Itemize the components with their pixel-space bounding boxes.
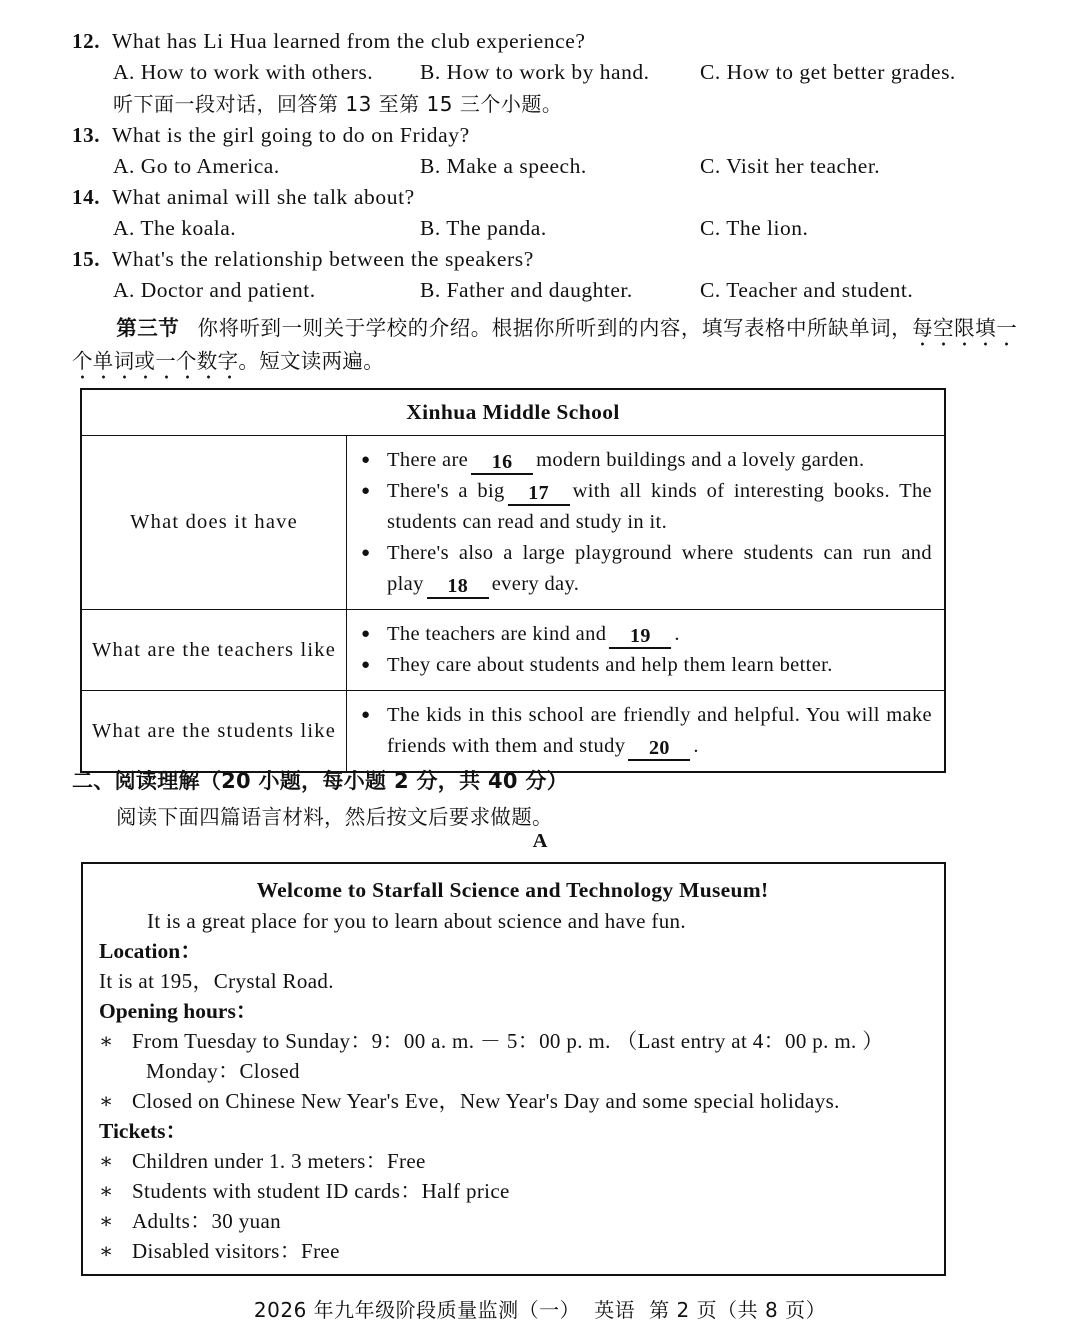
question-12-options (72, 57, 1012, 88)
list-item-text: Closed on Chinese New Year's Eve，New Year's Day and some special holidays. (132, 1089, 840, 1113)
text-before-blank: There are (387, 449, 469, 471)
answer-blank-19[interactable]: 19 (609, 625, 671, 649)
text-after-blank: modern buildings and a lovely garden. (536, 449, 865, 471)
footer-exam-name: 2026 年九年级阶段质量监测（一） (253, 1298, 581, 1322)
passage-a-box (81, 862, 946, 1276)
list-item (99, 1176, 926, 1206)
list-item-text: Children under 1. 3 meters：Free (132, 1149, 426, 1173)
text-before-blank: The teachers are kind and (387, 623, 607, 645)
table-row-answers (347, 610, 944, 690)
list-item (99, 1026, 926, 1056)
option-a[interactable]: A. Go to America. (113, 154, 280, 178)
text-after-blank: with all kinds of interesting books. The students can read and study in it. (387, 480, 932, 533)
text-after-blank: . (674, 623, 680, 645)
answer-blank-18[interactable]: 18 (427, 575, 489, 599)
question-number: 13. (72, 123, 101, 147)
question-12 (72, 26, 1012, 57)
passage-title: Welcome to Starfall Science and Technology Museum! (256, 878, 769, 902)
list-item-text: Adults：30 yuan (132, 1209, 281, 1233)
bullet-icon: ● (361, 657, 371, 673)
footer-page-number: 第 2 页（共 8 页） (649, 1298, 827, 1322)
bullet-icon: ● (361, 545, 371, 561)
question-text: What has Li Hua learned from the club experience? (112, 29, 586, 53)
answer-blank-16[interactable]: 16 (471, 451, 533, 475)
option-c[interactable]: C. Teacher and student. (700, 278, 914, 302)
table-row (82, 436, 944, 610)
asterisk-icon: ∗ (99, 1029, 114, 1053)
question-14-options (72, 213, 1012, 244)
list-item (361, 700, 932, 762)
list-item (99, 1146, 926, 1176)
list-item (99, 1086, 926, 1116)
answer-blank-17[interactable]: 17 (508, 482, 570, 506)
option-a[interactable]: A. How to work with others. (113, 60, 374, 84)
table-title: Xinhua Middle School (82, 390, 944, 436)
question-15 (72, 244, 1012, 275)
bullet-icon: ● (361, 707, 371, 723)
text-before-blank: The kids in this school are friendly and helpful. You will make friends with them and study (387, 704, 932, 757)
option-a[interactable]: A. The koala. (113, 216, 237, 240)
reading-section-heading: 二、阅读理解（20 小题，每小题 2 分，共 40 分） (72, 769, 569, 793)
bullet-icon: ● (361, 483, 371, 499)
text-after-blank: . (693, 735, 699, 757)
list-item (361, 619, 932, 650)
option-b[interactable]: B. Father and daughter. (420, 278, 633, 302)
tickets-heading: Tickets： (99, 1119, 187, 1143)
section-label: 第三节 (116, 316, 180, 340)
asterisk-icon: ∗ (99, 1209, 114, 1233)
bullet-icon: ● (361, 626, 371, 642)
page-footer (0, 1294, 1080, 1323)
section-three-instruction (72, 312, 1017, 378)
question-15-options (72, 275, 1012, 306)
option-c[interactable]: C. The lion. (700, 216, 809, 240)
option-b[interactable]: B. Make a speech. (420, 154, 587, 178)
question-number: 14. (72, 185, 101, 209)
table-row-question: What does it have (82, 436, 347, 609)
list-item (99, 1236, 926, 1266)
option-c[interactable]: C. How to get better grades. (700, 60, 956, 84)
question-number: 15. (72, 247, 101, 271)
list-item-text (387, 445, 932, 476)
list-item-text: Students with student ID cards：Half price (132, 1179, 510, 1203)
table-row-question: What are the teachers like (82, 610, 347, 690)
question-number: 12. (72, 29, 101, 53)
question-text: What is the girl going to do on Friday? (112, 123, 470, 147)
list-item-text: Disabled visitors：Free (132, 1239, 340, 1263)
section-instruction-tail: 。短文读两遍。 (238, 349, 385, 373)
asterisk-icon: ∗ (99, 1179, 114, 1203)
reading-section-instruction (72, 800, 1017, 830)
list-item-text (387, 700, 932, 762)
question-text: What animal will she talk about? (112, 185, 415, 209)
footer-subject: 英语 (594, 1298, 636, 1322)
list-item-text: From Tuesday to Sunday：9：00 a. m. － 5：00 p. m. （Last entry at 4：00 p. m. ） (132, 1029, 884, 1053)
location-heading: Location： (99, 939, 202, 963)
option-b[interactable]: B. The panda. (420, 216, 547, 240)
list-item (361, 445, 932, 476)
reading-instruction-text: 阅读下面四篇语言材料，然后按文后要求做题。 (116, 805, 553, 829)
text-before-blank: There's a big (387, 480, 505, 502)
listening-questions (72, 26, 1012, 306)
answer-blank-20[interactable]: 20 (628, 737, 690, 761)
question-13 (72, 120, 1012, 151)
list-item (361, 538, 932, 600)
bullet-icon: ● (361, 452, 371, 468)
text-before-blank: There's also a large playground where students can run and play (387, 542, 932, 595)
question-14 (72, 182, 1012, 213)
dialogue-instruction: 听下面一段对话，回答第 13 至第 15 三个小题。 (113, 92, 563, 116)
section-instruction-emphasis: 每空限填一个单词或一个数字 (72, 316, 1017, 380)
table-row-question: What are the students like (82, 691, 347, 771)
asterisk-icon: ∗ (99, 1239, 114, 1263)
section-instruction-line1: 你将听到一则关于学校的介绍。根据你所听到的内容，填写表格中所缺单词， (197, 316, 913, 340)
asterisk-icon: ∗ (99, 1089, 114, 1113)
question-13-options (72, 151, 1012, 182)
location-text: It is at 195，Crystal Road. (99, 969, 334, 993)
list-item-text (387, 619, 932, 650)
option-b[interactable]: B. How to work by hand. (420, 60, 650, 84)
text-after-blank: every day. (491, 573, 580, 595)
passage-letter-a: A (532, 830, 548, 852)
table-row (82, 691, 944, 771)
list-item-text: They care about students and help them learn better. (387, 654, 833, 676)
opening-hours-heading: Opening hours： (99, 999, 258, 1023)
list-item-text (387, 538, 932, 600)
question-text: What's the relationship between the speakers? (112, 247, 534, 271)
list-item (361, 476, 932, 538)
table-row (82, 610, 944, 691)
list-item (99, 1206, 926, 1236)
monday-closed-text: Monday：Closed (146, 1059, 300, 1083)
list-item (361, 650, 932, 681)
table-row-answers (347, 436, 944, 609)
listening-table (80, 388, 946, 773)
list-item-text (387, 476, 932, 538)
option-a[interactable]: A. Doctor and patient. (113, 278, 316, 302)
passage-intro: It is a great place for you to learn about science and have fun. (147, 909, 687, 933)
asterisk-icon: ∗ (99, 1149, 114, 1173)
table-row-answers (347, 691, 944, 771)
option-c[interactable]: C. Visit her teacher. (700, 154, 881, 178)
